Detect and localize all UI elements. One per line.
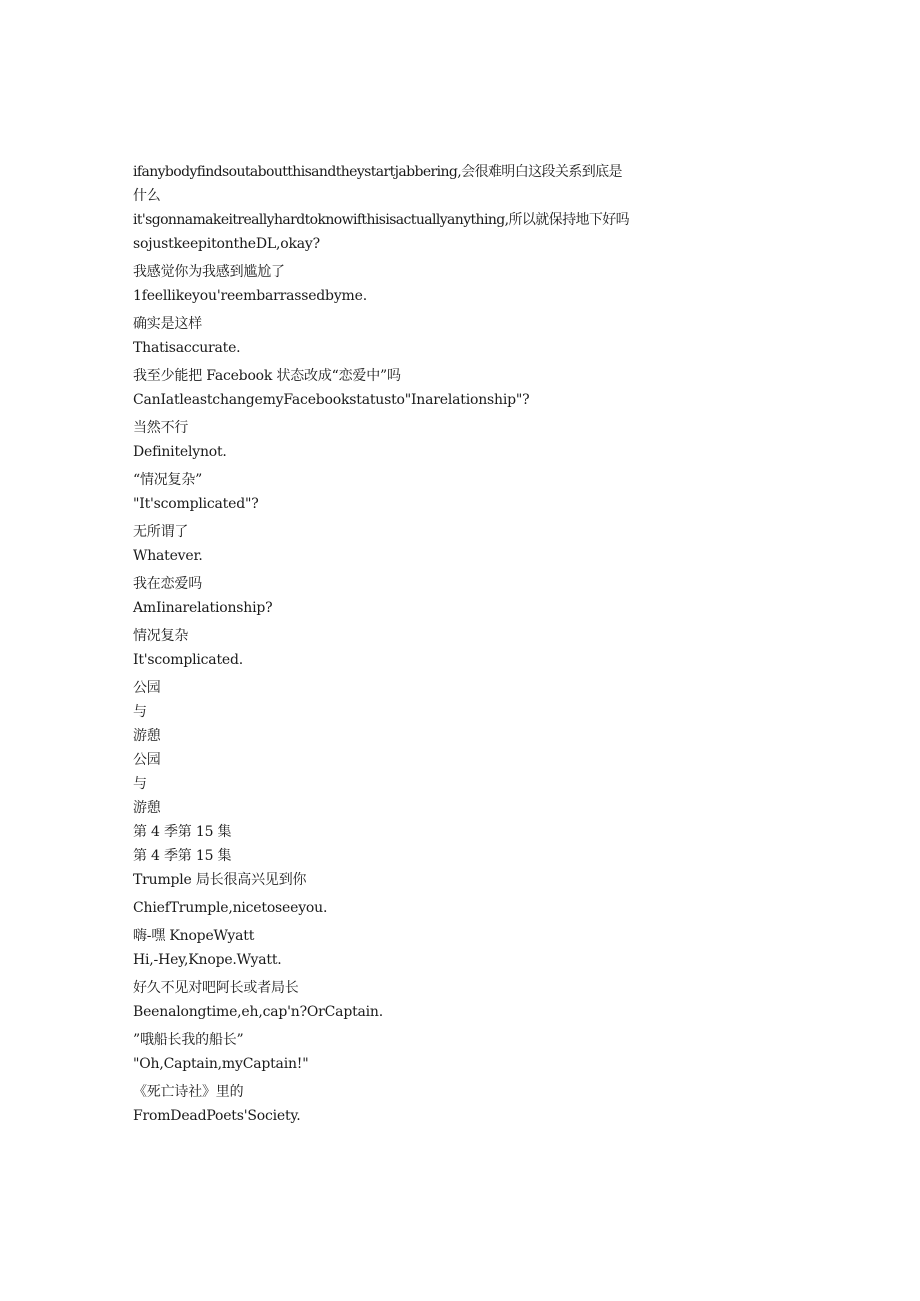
- text-line: Definitelynot.: [133, 444, 227, 460]
- text-line: ”哦船长我的船长”: [133, 1032, 244, 1048]
- text-line: AmIinarelationship?: [133, 600, 273, 616]
- text-line: 无所谓了: [133, 524, 189, 540]
- text-line: 游憩: [133, 728, 161, 744]
- text-line: ifanybodyfindsoutaboutthisandtheystartjabbering,会很难明白这段关系到底是: [133, 164, 622, 180]
- text-line: 与: [133, 704, 147, 720]
- text-line: Beenalongtime,eh,cap'n?OrCaptain.: [133, 1004, 384, 1020]
- text-line: 我感觉你为我感到尴尬了: [133, 264, 285, 280]
- text-line: 当然不行: [133, 420, 189, 436]
- subtitle-transcript: [133, 160, 663, 1128]
- text-line: ChiefTrumple,nicetoseeyou.: [133, 900, 328, 916]
- text-line: 公园: [133, 680, 161, 696]
- text-line: “情况复杂”: [133, 472, 203, 488]
- text-line: FromDeadPoets'Society.: [133, 1108, 301, 1124]
- text-line: 游憩: [133, 800, 161, 816]
- text-line: 与: [133, 776, 147, 792]
- text-line: 《死亡诗社》里的: [133, 1084, 244, 1100]
- text-line: CanIatleastchangemyFacebookstatusto"Inarelationship"?: [133, 392, 530, 408]
- text-line: 我至少能把 Facebook 状态改成“恋爱中”吗: [133, 368, 401, 384]
- text-line: 嗨-嘿 KnopeWyatt: [133, 928, 255, 944]
- text-line: Trumple 局长很高兴见到你: [133, 872, 307, 888]
- text-line: 情况复杂: [133, 628, 189, 644]
- text-line: Hi,-Hey,Knope.Wyatt.: [133, 952, 282, 968]
- text-line: 什么: [133, 188, 161, 204]
- text-line: It'scomplicated.: [133, 652, 243, 668]
- text-line: Thatisaccurate.: [133, 340, 241, 356]
- text-line: 第 4 季第 15 集: [133, 824, 232, 840]
- text-line: 我在恋爱吗: [133, 576, 202, 592]
- text-line: it'sgonnamakeitreallyhardtoknowifthisisactuallyanything,所以就保持地下好吗: [133, 212, 630, 228]
- text-line: Whatever.: [133, 548, 203, 564]
- text-line: sojustkeepitontheDL,okay?: [133, 236, 320, 252]
- text-line: 公园: [133, 752, 161, 768]
- text-line: "It'scomplicated"?: [133, 496, 259, 512]
- text-line: 1feellikeyou'reembarrassedbyme.: [133, 288, 367, 304]
- text-line: "Oh,Captain,myCaptain!": [133, 1056, 309, 1072]
- text-line: 好久不见对吧阿长或者局长: [133, 980, 299, 996]
- text-line: 确实是这样: [133, 316, 202, 332]
- text-line: 第 4 季第 15 集: [133, 848, 232, 864]
